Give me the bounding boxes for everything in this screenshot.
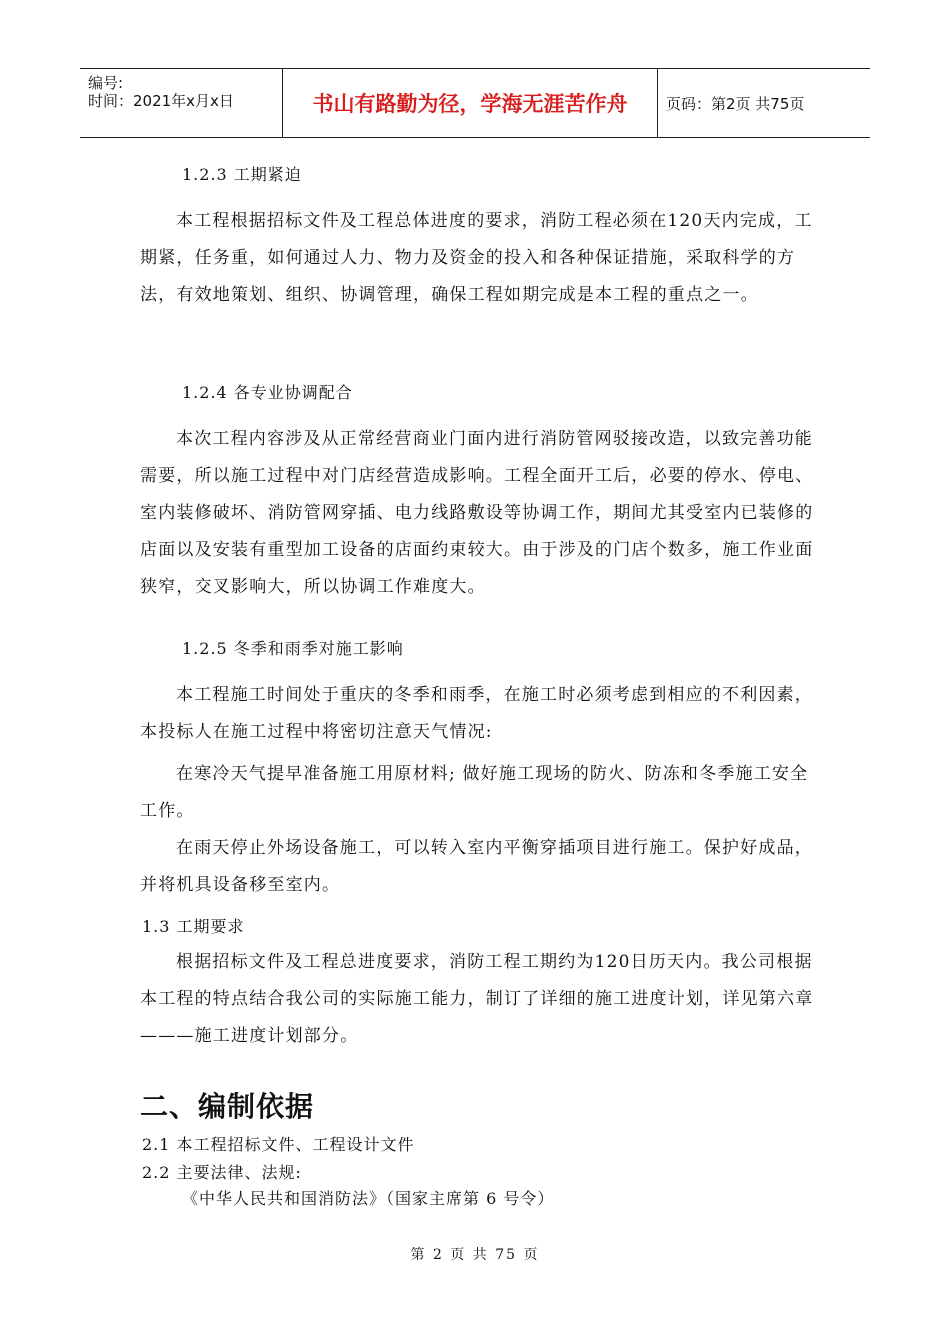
section-1-2-5-title: 1.2.5 冬季和雨季对施工影响 [182,639,404,658]
law-item-1: 《中华人民共和国消防法》（国家主席第 6 号令） [182,1189,555,1208]
header-page-info: 页码：第2页 共75页 [666,94,805,113]
header-number-label: 编号: [88,74,124,92]
page-header [80,68,870,138]
section-1-2-4-body: 本次工程内容涉及从正常经营商业门面内进行消防管网驳接改造，以致完善功能需要，所以施工过程中对门店经营造成影响。工程全面开工后，必要的停水、停电、室内装修破坏、消防管网穿插、电力线路敷设等协调工作，期间尤其受室内已装修的店面以及安装有重型加工设备的店面约束较大。由于涉及的门店个数多，施工作业面狭窄，交叉影响大，所以协调工作难度大。 [140,429,814,597]
section-1-2-5-body-3: 在雨天停止外场设备施工，可以转入室内平衡穿插项目进行施工。保护好成品，并将机具设备移至室内。 [140,838,813,895]
header-slogan: 书山有路勤为径，学海无涯苦作舟 [282,69,658,137]
section-2-2: 2.2 主要法律、法规: [142,1163,302,1182]
section-1-2-5-body-2: 在寒冷天气提早准备施工用原材料; 做好施工现场的防火、防冻和冬季施工安全工作。 [140,764,809,821]
section-1-3-title: 1.3 工期要求 [142,917,245,936]
section-1-2-5-body-1: 本工程施工时间处于重庆的冬季和雨季，在施工时必须考虑到相应的不利因素，本投标人在施工过程中将密切注意天气情况: [140,685,813,742]
section-1-3-body: 根据招标文件及工程总进度要求，消防工程工期约为120日历天内。我公司根据本工程的特点结合我公司的实际施工能力，制订了详细的施工进度计划，详见第六章———施工进度计划部分。 [140,952,814,1046]
section-1-2-4-title: 1.2.4 各专业协调配合 [182,383,353,402]
section-1-2-3-title: 1.2.3 工期紧迫 [182,165,302,184]
section-2-1: 2.1 本工程招标文件、工程设计文件 [142,1135,415,1154]
header-left-cell [80,69,280,137]
header-time-label: 时间：2021年x月x日 [88,92,234,110]
page-footer: 第 2 页 共 75 页 [410,1247,540,1263]
section-1-2-3-body: 本工程根据招标文件及工程总体进度的要求，消防工程必须在120天内完成，工期紧，任务重，如何通过人力、物力及资金的投入和各种保证措施，采取科学的方法，有效地策划、组织、协调管理，确保工程如期完成是本工程的重点之一。 [140,211,813,305]
chapter-2-title: 二、编制依据 [140,1090,315,1123]
